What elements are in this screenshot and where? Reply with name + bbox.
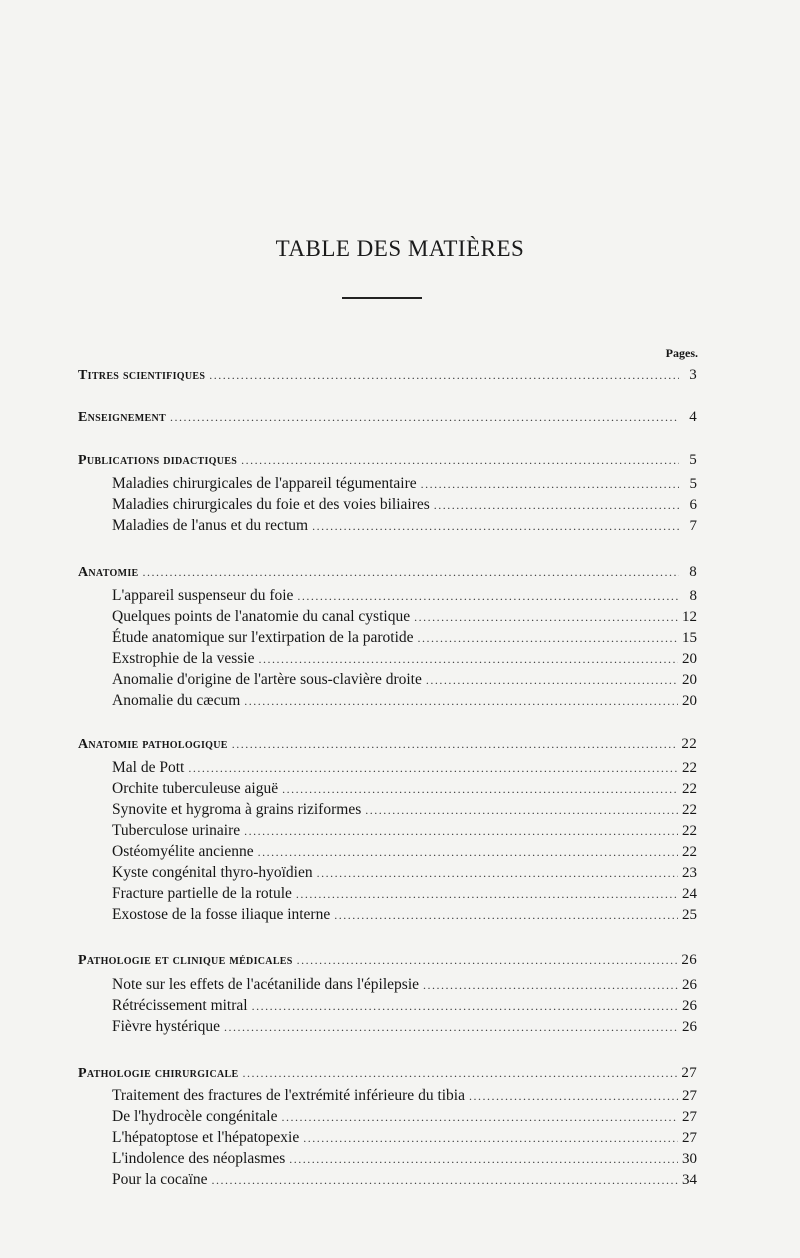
leader-dots [296, 884, 678, 904]
toc-entry-title: Kyste congénital thyro-hyoïdien [112, 864, 313, 881]
leader-dots [414, 607, 678, 627]
leader-dots [423, 975, 678, 995]
toc-page-number: 5 [689, 476, 697, 492]
toc-section-title: Anatomie [78, 565, 139, 580]
toc-page-number: 15 [682, 630, 697, 646]
toc-page-number: 22 [682, 823, 697, 839]
title-rule [342, 297, 422, 299]
leader-dots [297, 586, 679, 606]
leader-dots [303, 1128, 678, 1148]
toc-entry [112, 474, 697, 494]
toc-entry-title: Maladies de l'anus et du rectum [112, 517, 309, 534]
toc-page-number: 12 [682, 609, 697, 625]
toc-entry [112, 1128, 697, 1148]
leader-dots [317, 863, 678, 883]
toc-page-number: 26 [681, 952, 697, 968]
leader-dots [282, 779, 678, 799]
toc-entry-title: Fracture partielle de la rotule [112, 885, 292, 902]
toc-entry-title: Maladies chirurgicales du foie et des voies biliaires [112, 496, 430, 513]
toc-page-number: 22 [681, 736, 697, 752]
toc-entry-title: L'indolence des néoplasmes [112, 1150, 286, 1167]
leader-dots [242, 1063, 677, 1083]
toc-section-title: Publications didactiques [78, 453, 238, 468]
leader-dots [258, 842, 678, 862]
toc-entry-title: Anomalie d'origine de l'artère sous-clavière droite [112, 671, 422, 688]
toc-entry [112, 821, 697, 841]
toc-entry-title: De l'hydrocèle congénitale [112, 1108, 278, 1125]
toc-page-number: 27 [682, 1088, 697, 1104]
toc-entry-title: Tuberculose urinaire [112, 822, 241, 839]
toc-entry-title: Maladies chirurgicales de l'appareil tégumentaire [112, 475, 417, 492]
toc-section [78, 734, 697, 754]
toc-page-number: 34 [682, 1172, 697, 1188]
toc-entry [112, 649, 697, 669]
leader-dots [434, 495, 679, 515]
toc-entry [112, 863, 697, 883]
pages-column-label: Pages. [665, 346, 698, 360]
toc-entry [112, 607, 697, 627]
toc-entry [112, 495, 697, 515]
toc-entry-title: Quelques points de l'anatomie du canal cystique [112, 608, 411, 625]
toc-section [78, 562, 697, 582]
toc-page-number: 22 [682, 844, 697, 860]
toc-entry [112, 758, 697, 778]
toc-entry-title: Fièvre hystérique [112, 1018, 221, 1035]
toc-entry [112, 905, 697, 925]
toc-page-number: 23 [682, 865, 697, 881]
leader-dots [418, 628, 678, 648]
toc-entry [112, 586, 697, 606]
toc-entry [112, 996, 697, 1016]
toc-entry-title: Ostéomyélite ancienne [112, 843, 254, 860]
toc-page-number: 22 [682, 781, 697, 797]
toc-entry [112, 1149, 697, 1169]
leader-dots [421, 474, 679, 494]
leader-dots [244, 821, 678, 841]
toc-page-number: 26 [682, 977, 697, 993]
leader-dots [244, 691, 678, 711]
toc-entry [112, 691, 697, 711]
toc-page-number: 25 [682, 907, 697, 923]
toc-section-title: Enseignement [78, 410, 166, 425]
toc-entry-title: Traitement des fractures de l'extrémité inférieure du tibia [112, 1087, 465, 1104]
toc-page-number: 7 [689, 518, 697, 534]
leader-dots [258, 649, 678, 669]
toc-entry [112, 1017, 697, 1037]
toc-entry [112, 1107, 697, 1127]
toc-page-number: 30 [682, 1151, 697, 1167]
toc-entry-title: Orchite tuberculeuse aiguë [112, 780, 279, 797]
toc-page-number: 27 [682, 1109, 697, 1125]
leader-dots [334, 905, 678, 925]
toc-page-number: 22 [682, 802, 697, 818]
toc-entry [112, 1086, 697, 1106]
toc-entry-title: L'hépatoptose et l'hépatopexie [112, 1129, 300, 1146]
toc-page-number: 6 [689, 497, 697, 513]
toc-page-number: 20 [682, 693, 697, 709]
leader-dots [224, 1017, 678, 1037]
toc-page-number: 26 [682, 1019, 697, 1035]
toc-page-number: 27 [681, 1065, 697, 1081]
toc-section [78, 365, 697, 385]
toc-page-number: 3 [689, 367, 697, 383]
toc-entry-title: Exostose de la fosse iliaque interne [112, 906, 331, 923]
toc-section [78, 950, 697, 970]
toc-entry-title: Note sur les effets de l'acétanilide dans l'épilepsie [112, 976, 420, 993]
toc-page-number: 24 [682, 886, 697, 902]
leader-dots [252, 996, 678, 1016]
toc-entry [112, 516, 697, 536]
toc-page-number: 8 [689, 588, 697, 604]
leader-dots [170, 407, 679, 427]
toc-entry-title: Exstrophie de la vessie [112, 650, 255, 667]
leader-dots [241, 450, 679, 470]
toc-section [78, 407, 697, 427]
toc-page-number: 5 [689, 452, 697, 468]
leader-dots [232, 734, 678, 754]
toc-entry [112, 884, 697, 904]
toc-entry [112, 628, 697, 648]
leader-dots [312, 516, 679, 536]
toc-page-number: 20 [682, 672, 697, 688]
leader-dots [142, 562, 679, 582]
leader-dots [209, 365, 679, 385]
toc-page-number: 22 [682, 760, 697, 776]
toc-page-number: 4 [689, 409, 697, 425]
leader-dots [297, 950, 678, 970]
toc-entry [112, 1170, 697, 1190]
toc-entry-title: Mal de Pott [112, 759, 185, 776]
toc-section-title: Anatomie pathologique [78, 737, 228, 752]
toc-entry [112, 975, 697, 995]
toc-section [78, 450, 697, 470]
toc-page-number: 20 [682, 651, 697, 667]
toc-section-title: Pathologie et clinique médicales [78, 953, 293, 968]
toc-page-number: 8 [689, 564, 697, 580]
leader-dots [469, 1086, 678, 1106]
toc-entry-title: Étude anatomique sur l'extirpation de la parotide [112, 629, 414, 646]
toc-section-title: Pathologie chirurgicale [78, 1066, 239, 1081]
toc-entry [112, 670, 697, 690]
toc-entry [112, 842, 697, 862]
leader-dots [212, 1170, 678, 1190]
toc-entry-title: Anomalie du cæcum [112, 692, 241, 709]
toc-section [78, 1063, 697, 1083]
toc-entry-title: L'appareil suspenseur du foie [112, 587, 294, 604]
toc-entry [112, 779, 697, 799]
toc-section-title: Titres scientifiques [78, 368, 206, 383]
leader-dots [365, 800, 678, 820]
leader-dots [188, 758, 678, 778]
page-title: TABLE DES MATIÈRES [275, 236, 525, 261]
leader-dots [426, 670, 678, 690]
leader-dots [281, 1107, 678, 1127]
toc-page-number: 27 [682, 1130, 697, 1146]
toc-entry [112, 800, 697, 820]
toc-entry-title: Pour la cocaïne [112, 1171, 208, 1188]
leader-dots [289, 1149, 678, 1169]
toc-page-number: 26 [682, 998, 697, 1014]
toc-entry-title: Rétrécissement mitral [112, 997, 248, 1014]
toc-entry-title: Synovite et hygroma à grains riziformes [112, 801, 362, 818]
